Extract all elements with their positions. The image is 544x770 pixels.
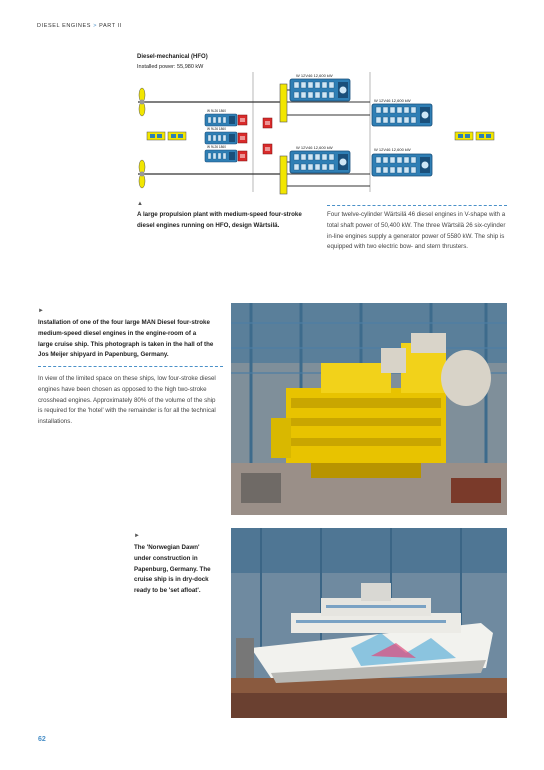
caption-line: Jos Meijer shipyard in Papenburg, Germany. bbox=[38, 351, 169, 359]
engine-description bbox=[38, 374, 228, 428]
generator-icon bbox=[238, 115, 247, 125]
caption-line: diesel engines running on HFO, design Wärtsilä. bbox=[137, 221, 280, 229]
thruster-icon bbox=[168, 132, 186, 140]
description-line: total shaft power of 50,400 kW. The three Wärtsilä 26 six-cylinder bbox=[327, 221, 506, 229]
electric-motor-icon bbox=[263, 118, 272, 128]
electric-motor-icon bbox=[263, 144, 272, 154]
generator-engine-icon bbox=[205, 132, 237, 144]
diagram-caption bbox=[137, 210, 317, 232]
gen-power: 1860 bbox=[218, 127, 226, 131]
description-line: Four twelve-cylinder Wärtsilä 46 diesel engines in V-shape with a bbox=[327, 211, 506, 218]
engine-label: W 12V46 bbox=[296, 73, 313, 78]
description-line: installations. bbox=[38, 418, 73, 426]
svg-text:W 9L26 1860 bbox=[207, 109, 226, 113]
engine-label: W 12V46 bbox=[374, 98, 391, 103]
caption-line: Installation of one of the four large MAN Diesel four-stroke bbox=[38, 319, 210, 326]
svg-text:W 9L26 1860 bbox=[207, 145, 226, 149]
diagram-description bbox=[327, 210, 517, 253]
thruster-icon bbox=[476, 132, 494, 140]
divider bbox=[327, 205, 507, 206]
gearbox-icon bbox=[280, 84, 287, 122]
generator-icon bbox=[238, 151, 247, 161]
propeller-icon bbox=[139, 88, 145, 116]
main-engine-icon bbox=[372, 104, 432, 126]
diagram-subtitle: Installed power: 55,980 kW bbox=[137, 64, 204, 70]
gen-power: 1860 bbox=[218, 109, 226, 113]
gen-label: W 9L26 bbox=[207, 145, 218, 149]
thruster-icon bbox=[455, 132, 473, 140]
caption-line: Papenburg, Germany. The bbox=[134, 565, 211, 573]
diagram-title: Diesel-mechanical (HFO) bbox=[137, 54, 208, 60]
caption-line: The 'Norwegian Dawn' bbox=[134, 544, 200, 551]
engine-power: 12,600 kW bbox=[391, 147, 411, 152]
engine-label: W 12V46 bbox=[374, 147, 391, 152]
divider bbox=[38, 366, 223, 367]
ship-caption bbox=[134, 543, 226, 597]
page-number: 62 bbox=[38, 736, 46, 743]
engine-photo bbox=[231, 303, 507, 515]
svg-text:W 12V46 12,600 kW bbox=[296, 145, 333, 150]
description-line: In view of the limited space on these ships, low four-stroke diesel bbox=[38, 375, 216, 382]
description-line: in-line engines supply a generator power of 5580 kW. The ship is bbox=[327, 232, 505, 240]
generator-engine-icon bbox=[205, 150, 237, 162]
caption-line: under construction in bbox=[134, 554, 198, 562]
header-section: DIESEL ENGINES bbox=[37, 23, 92, 29]
ship-photo bbox=[231, 528, 507, 718]
main-engine-icon bbox=[290, 79, 350, 101]
caption-marker: ► bbox=[134, 533, 140, 539]
description-line: is required for the 'hotel' with the remainder is for all the technical bbox=[38, 407, 216, 415]
description-line: equipped with two electric bow- and stern thrusters. bbox=[327, 243, 469, 251]
thruster-icon bbox=[147, 132, 165, 140]
svg-text:W 9L26 1860 bbox=[207, 127, 226, 131]
running-header bbox=[37, 23, 122, 29]
caption-line: large cruise ship. This photograph is taken in the hall of the bbox=[38, 340, 214, 348]
caption-marker: ► bbox=[38, 308, 44, 314]
engine-caption bbox=[38, 318, 228, 361]
generator-engine-icon bbox=[205, 114, 237, 126]
caption-marker: ▲ bbox=[137, 201, 143, 207]
engine-power: 12,600 kW bbox=[313, 73, 333, 78]
caption-line: cruise ship is in dry-dock bbox=[134, 576, 209, 584]
gearbox-icon bbox=[280, 156, 287, 194]
gen-power: 1860 bbox=[218, 145, 226, 149]
main-engine-icon bbox=[372, 154, 432, 176]
svg-text:W 12V46 12,600 kW bbox=[296, 73, 333, 78]
engine-power: 12,600 kW bbox=[391, 98, 411, 103]
svg-text:W 12V46 12,600 kW bbox=[374, 98, 411, 103]
caption-line: medium-speed diesel engines in the engine-room of a bbox=[38, 329, 197, 337]
description-line: crosshead engines. Approximately 80% of the volume of the ship bbox=[38, 396, 216, 404]
engine-power: 12,600 kW bbox=[313, 145, 333, 150]
caption-line: ready to be 'set afloat'. bbox=[134, 587, 201, 595]
svg-text:W 12V46 12,600 kW bbox=[374, 147, 411, 152]
generator-icon bbox=[238, 133, 247, 143]
gen-label: W 9L26 bbox=[207, 109, 218, 113]
header-part: PART II bbox=[99, 23, 122, 29]
engine-label: W 12V46 bbox=[296, 145, 313, 150]
gen-label: W 9L26 bbox=[207, 127, 218, 131]
propeller-icon bbox=[139, 160, 145, 188]
description-line: engines have been chosen as opposed to the high two-stroke bbox=[38, 385, 207, 393]
propulsion-diagram bbox=[120, 70, 520, 200]
main-engine-icon bbox=[290, 151, 350, 173]
header-separator: > bbox=[93, 23, 97, 29]
caption-line: A large propulsion plant with medium-speed four-stroke bbox=[137, 211, 302, 218]
